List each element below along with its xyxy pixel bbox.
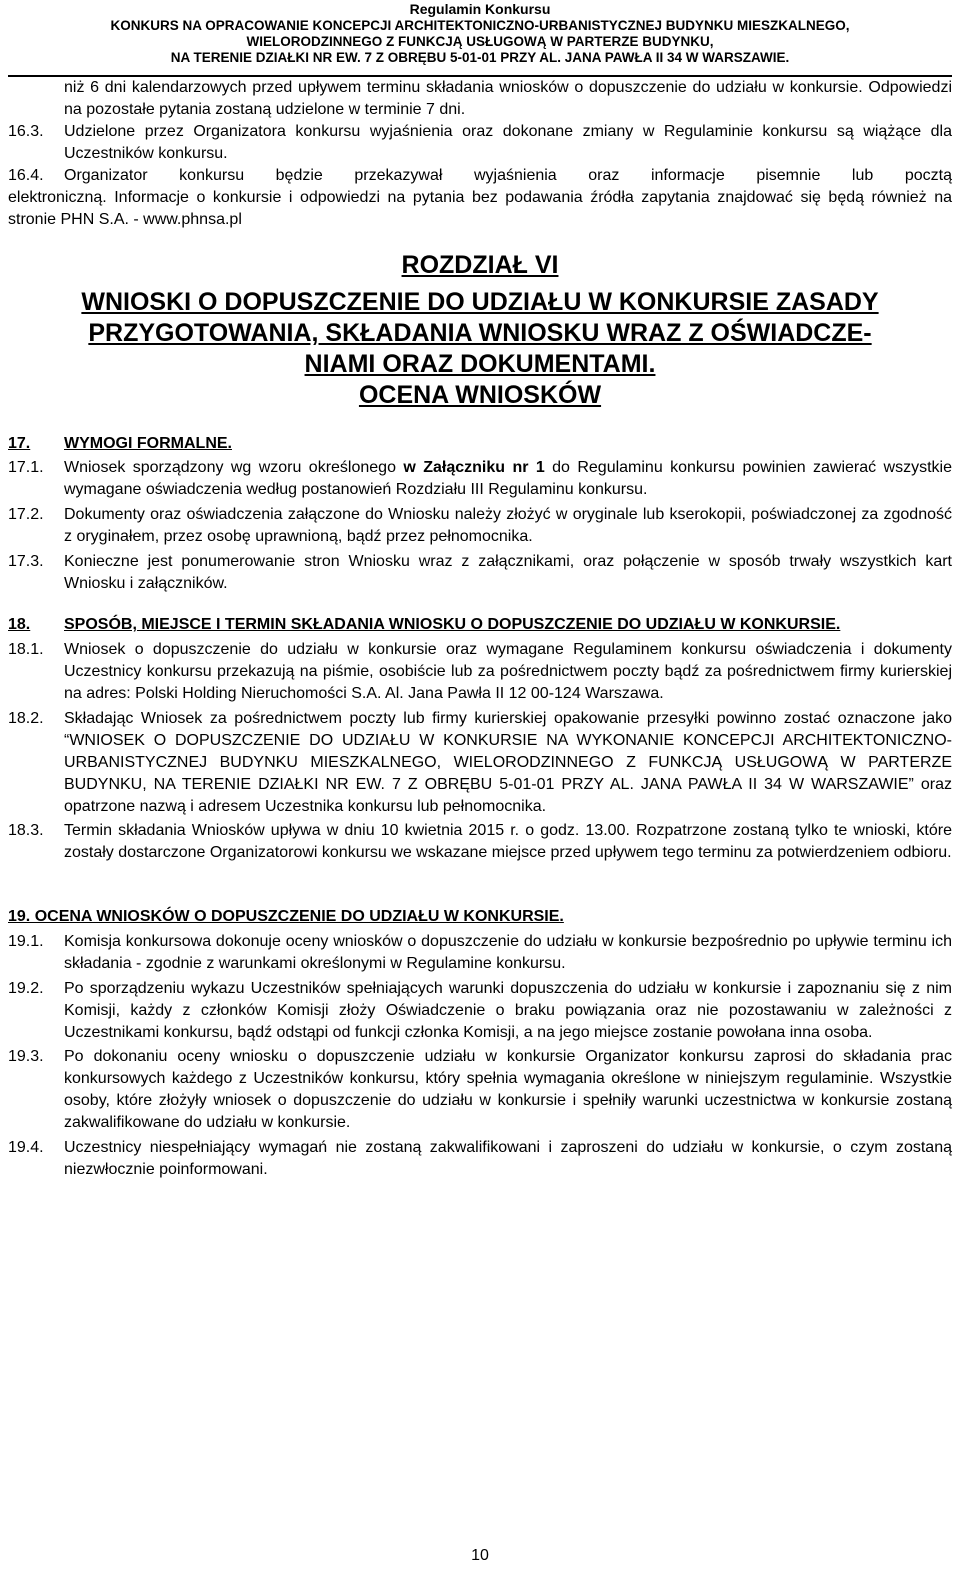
paragraph-text: Organizator konkursu będzie przekazywał wyjaśnienia oraz informacje pisemnie lub pocztą xyxy=(64,167,952,184)
paragraph-16-3 xyxy=(8,121,952,165)
paragraph-17-3 xyxy=(8,551,952,595)
paragraph-text: Wniosek o dopuszczenie do udziału w konkursie oraz wymagane Regulaminem konkursu oświadczenia i dokumenty Uczestnicy konkursu przekazują na piśmie, osobiście lub za pośrednictwem poczty bądź za pośrednictwem firmy kurierskiej na adres: Polski Holding Nieruchomości S.A. Al. Jana Pawła II 12 00-124 Warszawa. xyxy=(64,641,952,702)
paragraph-16-4 xyxy=(8,165,952,231)
paragraph-text-continued: elektroniczną. Informacje o konkursie i odpowiedzi na pytania bez podawania źródła zapytania znajdować się będą również na stronie PHN S.A. - www.phnsa.pl xyxy=(8,189,952,228)
paragraph-19-3 xyxy=(8,1046,952,1134)
header-line-2: WIELORODZINNEGO Z FUNKCJĄ USŁUGOWĄ W PARTERZE BUDYNKU, xyxy=(246,34,714,49)
page-number: 10 xyxy=(471,1547,489,1564)
paragraph-text: Wniosek sporządzony wg wzoru określonego w Załączniku nr 1 do Regulaminu konkursu powinien zawierać wszystkie wymagane oświadczenia według postanowień Rozdziału III Regulaminu konkursu. xyxy=(64,459,953,498)
paragraph-number: 18.1. xyxy=(8,641,44,658)
paragraph-number: 17.2. xyxy=(8,506,44,523)
paragraph-19-2 xyxy=(8,978,952,1044)
chapter-title-line-3: NIAMI ORAZ DOKUMENTAMI. xyxy=(304,350,656,378)
paragraph-continuation: niż 6 dni kalendarzowych przed upływem terminu składania wniosków o dopuszczenie do udziału w konkursie. Odpowiedzi na pozostałe pytania zostaną udzielone w terminie 7 dni. xyxy=(64,79,952,118)
chapter-title-line-4: OCENA WNIOSKÓW xyxy=(358,381,602,409)
section-18-heading xyxy=(8,614,952,636)
paragraph-number: 19.4. xyxy=(8,1139,44,1156)
chapter-number: ROZDZIAŁ VI xyxy=(401,251,559,279)
paragraph-number: 16.4. xyxy=(8,167,44,184)
section-title: SPOSÓB, MIEJSCE I TERMIN SKŁADANIA WNIOSKU O DOPUSZCZENIE DO UDZIAŁU W KONKURSIE. xyxy=(64,616,841,633)
chapter-title-line-2: PRZYGOTOWANIA, SKŁADANIA WNIOSKU WRAZ Z OŚWIADCZE- xyxy=(88,319,872,347)
paragraph-18-1 xyxy=(8,639,952,705)
paragraph-text: Po sporządzeniu wykazu Uczestników spełniających warunki dopuszczenia do udziału w konkursie i zapoznaniu się z nim Komisji, każdy z członków Komisji złoży Oświadczenie o braku powiązania oraz nie pozostawaniu w zależności z Uczestnikami konkursu, bądź odstąpi od funkcji członka Komisji, a na jego miejsce zostanie powołana inna osoba. xyxy=(64,980,952,1041)
paragraph-19-1 xyxy=(8,931,952,975)
paragraph-number: 17.1. xyxy=(8,459,44,476)
paragraph-17-1 xyxy=(8,457,952,501)
paragraph-17-2 xyxy=(8,504,952,548)
attachment-reference: w Załączniku nr 1 xyxy=(403,459,545,476)
paragraph-18-2 xyxy=(8,708,952,818)
paragraph-number: 17.3. xyxy=(8,553,44,570)
paragraph-text: Dokumenty oraz oświadczenia załączone do Wniosku należy złożyć w oryginale lub kserokopii, poświadczonej za zgodność z oryginałem, przez osobę uprawnioną, bądź przez pełnomocnika. xyxy=(64,506,952,545)
page-header xyxy=(0,0,960,77)
paragraph-text: Termin składania Wniosków upływa w dniu 10 kwietnia 2015 r. o godz. 13.00. Rozpatrzone zostaną tylko te wnioski, które zostały dostarczone Organizatorowi konkursu we wskazane miejsce przed upływem tego terminu za potwierdzeniem odbioru. xyxy=(64,822,952,861)
paragraph-number: 16.3. xyxy=(8,123,44,140)
section-17-heading xyxy=(8,433,952,455)
paragraph-18-3 xyxy=(8,820,952,864)
chapter-heading xyxy=(8,250,952,411)
document-body xyxy=(8,77,952,1181)
paragraph-text: Konieczne jest ponumerowanie stron Wniosku wraz z załącznikami, oraz połączenie w sposób trwały wszystkich kart Wniosku i załączników. xyxy=(64,553,952,592)
paragraph-text: Komisja konkursowa dokonuje oceny wniosków o dopuszczenie do udziału w konkursie bezpośrednio po upływie terminu ich składania - zgodnie z warunkami określonymi w Regulamine konkursu. xyxy=(64,933,952,972)
paragraph-text: Udzielone przez Organizatora konkursu wyjaśnienia oraz dokonane zmiany w Regulaminie konkursu są wiążące dla Uczestników konkursu. xyxy=(64,123,952,162)
paragraph-number: 19.3. xyxy=(8,1048,44,1065)
header-line-1: KONKURS NA OPRACOWANIE KONCEPCJI ARCHITEKTONICZNO-URBANISTYCZNEJ BUDYNKU MIESZKALNEGO, xyxy=(110,18,850,33)
paragraph-number: 19.2. xyxy=(8,980,44,997)
section-19-heading: 19. OCENA WNIOSKÓW O DOPUSZCZENIE DO UDZIAŁU W KONKURSIE. xyxy=(8,908,564,925)
paragraph-text: Po dokonaniu oceny wniosku o dopuszczenie udziału w konkursie Organizator konkursu zaprosi do składania prac konkursowych każdego z Uczestników konkursu, który spełnia wymagania określone w niniejszym regulaminie. Wszystkie osoby, które złożyły wniosek o dopuszczenie do udziału w konkursie i spełniły warunki uczestnictwa w konkursie zostaną zakwalifikowane do udziału w konkursie. xyxy=(64,1048,952,1131)
paragraph-text: Składając Wniosek za pośrednictwem poczty lub firmy kurierskiej opakowanie przesyłki powinno zostać oznaczone jako “WNIOSEK O DOPUSZCZENIE DO UDZIAŁU W KONKURSIE NA WYKONANIE KONCEPCJI ARCHITEKTONICZNO-URBANISTYCZNEJ BUDYNKU MIESZKALNEGO, WIELORODZINNEGO Z FUNKCJĄ USŁUGOWĄ W PARTERZE BUDYNKU, NA TERENIE DZIAŁKI NR EW. 7 Z OBRĘBU 5-01-01 PRZY AL. JANA PAWŁA II 34 W WARSZAWIE” oraz opatrzone nazwą i adresem Uczestnika konkursu lub pełnomocnika. xyxy=(64,710,952,815)
chapter-title-line-1: WNIOSKI O DOPUSZCZENIE DO UDZIAŁU W KONKURSIE ZASADY xyxy=(81,288,879,316)
header-line-3: NA TERENIE DZIAŁKI NR EW. 7 Z OBRĘBU 5-01-01 PRZY AL. JANA PAWŁA II 34 W WARSZAWIE. xyxy=(170,50,790,65)
section-number: 18. xyxy=(8,616,31,633)
paragraph-number: 19.1. xyxy=(8,933,44,950)
paragraph-text: Uczestnicy niespełniający wymagań nie zostaną zakwalifikowani i zaproszeni do udziału w konkursie, o czym zostaną niezwłocznie poinformowani. xyxy=(64,1139,952,1178)
document-title: Regulamin Konkursu xyxy=(409,1,551,17)
section-title: WYMOGI FORMALNE. xyxy=(64,435,232,452)
paragraph-19-4 xyxy=(8,1137,952,1181)
section-number: 17. xyxy=(8,435,31,452)
paragraph-number: 18.2. xyxy=(8,710,44,727)
paragraph-number: 18.3. xyxy=(8,822,44,839)
